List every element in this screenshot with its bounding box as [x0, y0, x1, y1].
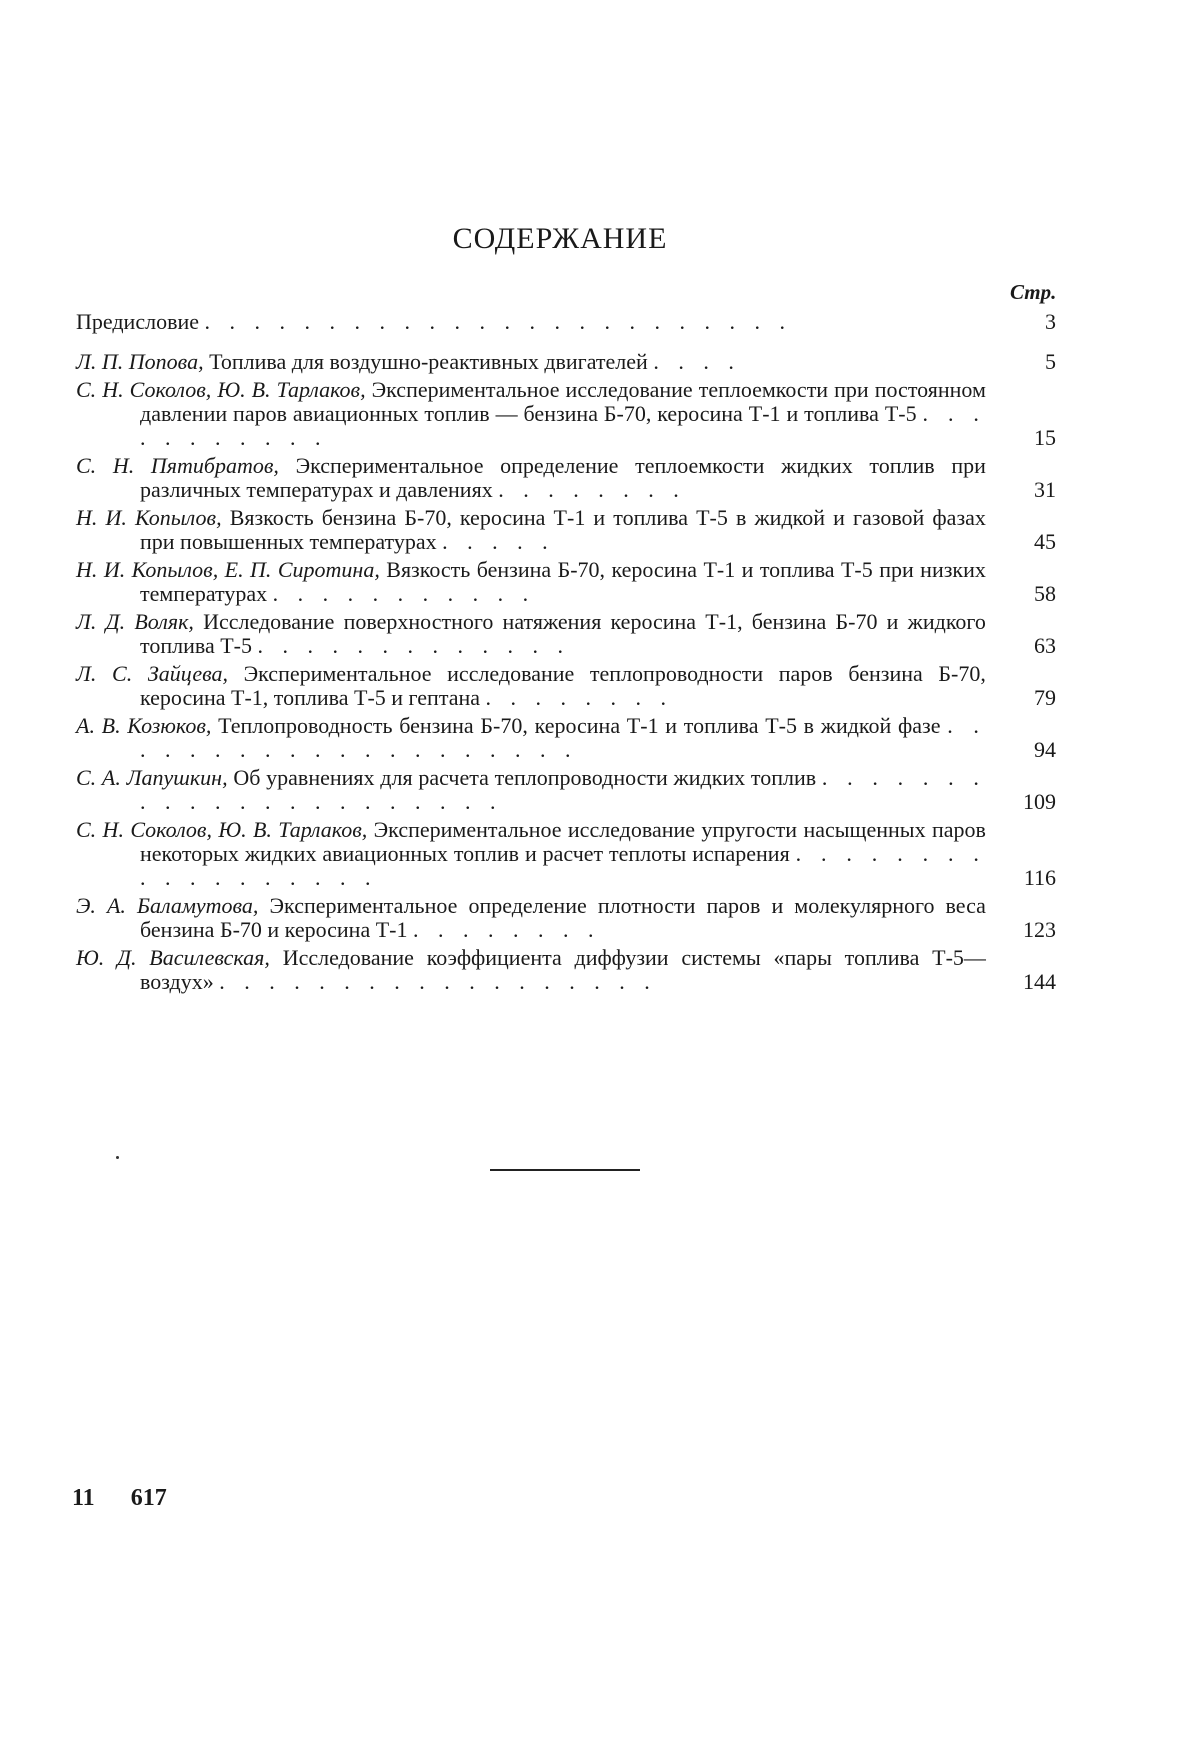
- toc-entry-text: [76, 818, 986, 890]
- print-code-right: 617: [130, 1485, 167, 1511]
- table-of-contents: [76, 310, 1056, 998]
- toc-entry-title: Исследование поверхностного натяжения керосина Т-1, бензина Б-70 и жидкого топлива Т-5: [140, 609, 986, 658]
- toc-entry-title: Теплопроводность бензина Б-70, керосина Т-1 и топлива Т-5 в жидкой фазе: [218, 713, 941, 738]
- toc-entry-page: 94: [1034, 737, 1056, 762]
- toc-entry-title: Топлива для воздушно-реактивных двигателей: [209, 349, 648, 374]
- toc-entry-page: 63: [1034, 633, 1056, 658]
- page-column-label: Стр.: [1010, 280, 1057, 304]
- toc-entry-title: Экспериментальное определение плотности паров и молекулярного веса бензина Б-70 и керосина Т-1: [140, 893, 986, 942]
- toc-entry-page: 3: [1045, 309, 1056, 334]
- toc-entry: [76, 662, 1056, 710]
- dot-leader: . . . . . . . . . . . . . . . . . . . .: [140, 713, 986, 762]
- toc-entry-text: [76, 350, 986, 374]
- toc-entry-title: Вязкость бензина Б-70, керосина Т-1 и топлива Т-5 при низких температурах: [140, 557, 986, 606]
- toc-entry-author: С. Н. Пятибратов,: [76, 453, 279, 478]
- toc-entry-page: 5: [1045, 349, 1056, 374]
- dot-leader: . . . .: [653, 349, 741, 374]
- dot-leader: . . . . . . . . . . . . . . . . . . . . . .: [140, 765, 986, 814]
- closing-rule: [490, 1169, 640, 1171]
- dot-leader: . . . . . . . .: [498, 477, 686, 502]
- page-title: СОДЕРЖАНИЕ: [452, 222, 668, 255]
- toc-entry-author: Л. П. Попова,: [76, 349, 204, 374]
- toc-entry-title: Экспериментальное исследование упругости насыщенных паров некоторых жидких авиационных топлив и расчет теплоты испарения: [140, 817, 986, 866]
- toc-entry-author: С. А. Лапушкин,: [76, 765, 228, 790]
- dot-leader: . . . . . . . .: [485, 685, 674, 710]
- toc-entry-author: Ю. Д. Василевская,: [76, 945, 270, 970]
- toc-entry-text: [76, 714, 986, 762]
- toc-entry: [76, 506, 1056, 554]
- dot-leader: . . . . . . . . . . . . . . . . . . . . . . . .: [204, 309, 792, 334]
- toc-entry-author: Э. А. Баламутова,: [76, 893, 259, 918]
- toc-entry: [76, 894, 1056, 942]
- toc-entry-title: Исследование коэффициента диффузии системы «пары топлива Т-5—воздух»: [140, 945, 986, 994]
- toc-entry-author: Н. И. Копылов,: [76, 505, 222, 530]
- toc-entry: [76, 350, 1056, 374]
- toc-entry-page: 123: [1023, 917, 1056, 942]
- toc-entry-author: С. Н. Соколов, Ю. В. Тарлаков,: [76, 817, 368, 842]
- dot-leader: . . . . . . . . . . . . .: [257, 633, 570, 658]
- toc-entry-title: Экспериментальное исследование теплопроводности паров бензина Б-70, керосина Т-1, топлива Т-5 и гептана: [140, 661, 986, 710]
- toc-entry-author: С. Н. Соколов, Ю. В. Тарлаков,: [76, 377, 366, 402]
- toc-entry: [76, 610, 1056, 658]
- toc-entry-text: [76, 378, 986, 450]
- dot-leader: . . . . . . . .: [412, 917, 601, 942]
- dot-leader: . . . . . . . . . . . . . . . . . .: [219, 969, 657, 994]
- toc-entry-author: Н. И. Копылов, Е. П. Сиротина,: [76, 557, 380, 582]
- toc-entry-title: Экспериментальное определение теплоемкости жидких топлив при различных температурах и давлениях: [140, 453, 986, 502]
- stray-dot: [116, 1156, 119, 1159]
- toc-entry: [76, 558, 1056, 606]
- toc-entry-text: [76, 454, 986, 502]
- toc-entry: [76, 714, 1056, 762]
- toc-entry-text: [76, 310, 981, 334]
- print-code-left: 11: [72, 1485, 95, 1511]
- toc-entry-author: Л. С. Зайцева,: [76, 661, 228, 686]
- dot-leader: . . . . . . . . . . .: [140, 401, 986, 450]
- toc-entry-title: Предисловие: [76, 309, 199, 334]
- toc-entry-text: [76, 610, 986, 658]
- toc-entry-author: Л. Д. Воляк,: [76, 609, 194, 634]
- toc-entry-text: [76, 558, 986, 606]
- toc-entry: [76, 378, 1056, 450]
- toc-entry-page: 79: [1034, 685, 1056, 710]
- toc-entry-page: 31: [1034, 477, 1056, 502]
- toc-entry-page: 15: [1034, 425, 1056, 450]
- toc-entry-author: А. В. Козюков,: [76, 713, 212, 738]
- toc-entry: [76, 946, 1056, 994]
- toc-entry-page: 58: [1034, 581, 1056, 606]
- print-code: [72, 1485, 203, 1512]
- toc-entry: [76, 454, 1056, 502]
- toc-entry: [76, 818, 1056, 890]
- dot-leader: . . . . . . . . . . . . . . . . . .: [140, 841, 986, 890]
- toc-entry-title: Вязкость бензина Б-70, керосина Т-1 и топлива Т-5 в жидкой и газовой фазах при повышенных температурах: [140, 505, 986, 554]
- toc-entry-page: 144: [1023, 969, 1056, 994]
- dot-leader: . . . . .: [442, 529, 555, 554]
- toc-entry: [76, 310, 1056, 334]
- dot-leader: . . . . . . . . . . .: [272, 581, 536, 606]
- toc-entry-text: [76, 662, 986, 710]
- toc-entry-title: Экспериментальное исследование теплоемкости при постоянном давлении паров авиационных топлив — бензина Б-70, керосина Т-1 и топлива Т-5: [140, 377, 986, 426]
- toc-entry-text: [76, 506, 986, 554]
- toc-entry-page: 116: [1023, 865, 1056, 890]
- toc-entry-text: [76, 894, 986, 942]
- toc-entry-page: 109: [1023, 789, 1056, 814]
- toc-entry: [76, 766, 1056, 814]
- toc-entry-text: [76, 766, 986, 814]
- toc-entry-page: 45: [1034, 529, 1056, 554]
- toc-entry-text: [76, 946, 986, 994]
- toc-entry-title: Об уравнениях для расчета теплопроводности жидких топлив: [233, 765, 817, 790]
